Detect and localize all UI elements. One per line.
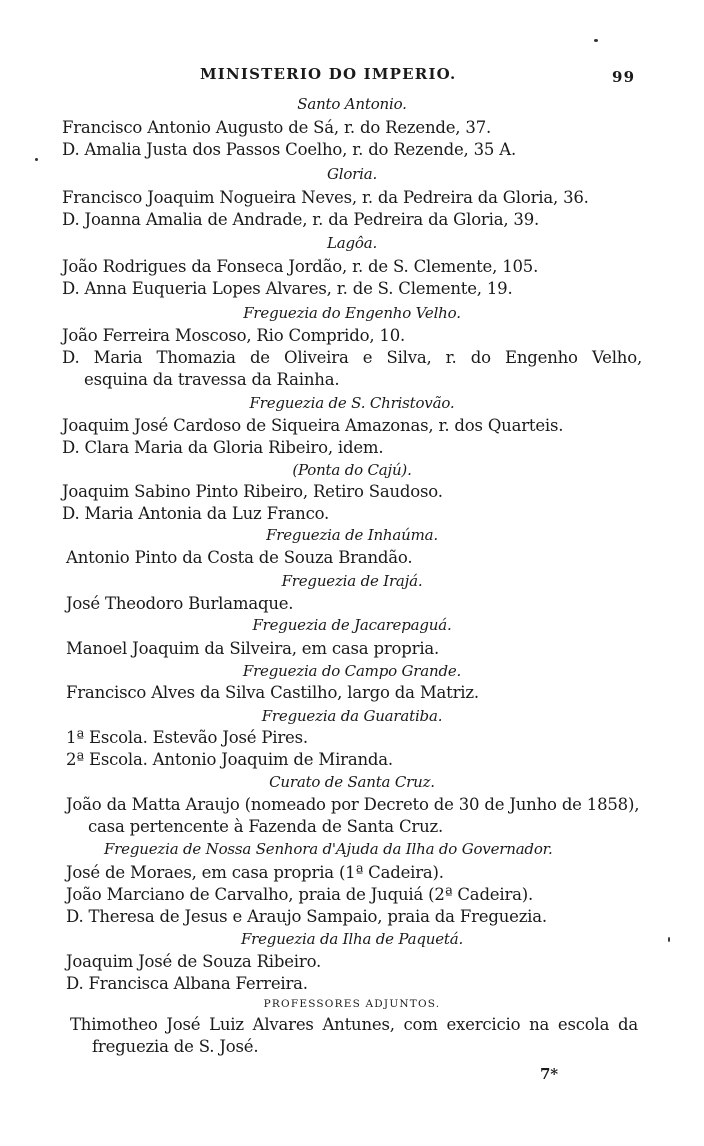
entry-line: 2ª Escola. Antonio Joaquim de Miranda.	[66, 750, 393, 769]
section-heading: Santo Antonio.	[297, 95, 407, 113]
entry-line: 1ª Escola. Estevão José Pires.	[66, 728, 308, 747]
entry-line: Manoel Joaquim da Silveira, em casa propria.	[66, 639, 440, 658]
entry-line: João Marciano de Carvalho, praia de Juquiá (2ª Cadeira).	[66, 885, 534, 904]
entry-line: João da Matta Araujo (nomeado por Decreto de 30 de Junho de 1858),	[66, 795, 640, 814]
entry-continuation: freguezia de S. José.	[92, 1037, 259, 1056]
page-number: 99	[612, 68, 636, 86]
section-heading: PROFESSORES ADJUNTOS.	[263, 998, 441, 1010]
entry-line: Francisco Alves da Silva Castilho, largo da Matriz.	[66, 683, 479, 702]
ink-speck	[668, 937, 670, 942]
entry-line: Joaquim Sabino Pinto Ribeiro, Retiro Saudoso.	[62, 482, 443, 501]
signature-mark: 7*	[540, 1065, 558, 1083]
entry-line: D. Francisca Albana Ferreira.	[66, 974, 308, 993]
entry-continuation: esquina da travessa da Rainha.	[84, 370, 340, 389]
entry-continuation: casa pertencente à Fazenda de Santa Cruz.	[88, 817, 444, 836]
section-heading: Freguezia da Ilha de Paquetá.	[240, 930, 464, 948]
entry-line: Francisco Antonio Augusto de Sá, r. do Rezende, 37.	[62, 118, 492, 137]
entry-line: João Rodrigues da Fonseca Jordão, r. de S. Clemente, 105.	[62, 257, 539, 276]
entry-line: Joaquim José Cardoso de Siqueira Amazonas, r. dos Quarteis.	[62, 416, 564, 435]
entry-line: D. Anna Euqueria Lopes Alvares, r. de S. Clemente, 19.	[62, 279, 513, 298]
entry-line: Antonio Pinto da Costa de Souza Brandão.	[66, 548, 413, 567]
section-heading: Gloria.	[326, 165, 378, 183]
entry-line: Thimotheo José Luiz Alvares Antunes, com exercicio na escola da	[70, 1015, 638, 1034]
entry-line: D. Clara Maria da Gloria Ribeiro, idem.	[62, 438, 384, 457]
entry-line: José de Moraes, em casa propria (1ª Cadeira).	[66, 863, 444, 882]
entry-line: D. Theresa de Jesus e Araujo Sampaio, praia da Freguezia.	[66, 907, 547, 926]
section-heading: (Ponta do Cajú).	[292, 461, 412, 479]
ink-speck	[594, 39, 598, 42]
section-heading: Lagôa.	[326, 234, 378, 252]
section-heading: Freguezia de Irajá.	[281, 572, 423, 590]
entry-line: Joaquim José de Souza Ribeiro.	[66, 952, 322, 971]
entry-line: D. Joanna Amalia de Andrade, r. da Pedreira da Gloria, 39.	[62, 210, 540, 229]
section-heading: Freguezia de S. Christovão.	[249, 394, 455, 412]
entry-line: José Theodoro Burlamaque.	[66, 594, 294, 613]
entry-line: D. Maria Antonia da Luz Franco.	[62, 504, 330, 523]
entry-line: João Ferreira Moscoso, Rio Comprido, 10.	[62, 326, 406, 345]
entry-line: D. Amalia Justa dos Passos Coelho, r. do Rezende, 35 A.	[62, 140, 517, 159]
running-title: MINISTERIO DO IMPERIO.	[200, 65, 457, 83]
section-heading: Freguezia de Nossa Senhora d'Ajuda da Ilha do Governador.	[104, 840, 553, 858]
section-heading: Freguezia da Guaratiba.	[261, 707, 443, 725]
entry-line: D. Maria Thomazia de Oliveira e Silva, r. do Engenho Velho,	[62, 348, 642, 367]
section-heading: Freguezia de Jacarepaguá.	[252, 616, 452, 634]
ink-speck	[35, 158, 38, 161]
section-heading: Freguezia do Campo Grande.	[242, 662, 462, 680]
section-heading: Freguezia do Engenho Velho.	[243, 304, 461, 322]
section-heading: Freguezia de Inhaúma.	[266, 526, 438, 544]
entry-line: Francisco Joaquim Nogueira Neves, r. da Pedreira da Gloria, 36.	[62, 188, 589, 207]
section-heading: Curato de Santa Cruz.	[269, 773, 435, 791]
